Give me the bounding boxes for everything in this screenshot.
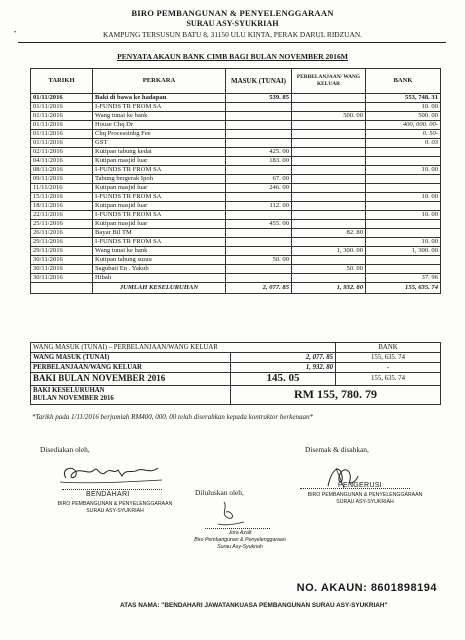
- summary-keluar-label: PERBELANJAAN/WANG KELUAR: [31, 363, 231, 373]
- cell-keluar: [292, 166, 366, 175]
- summary-kes-label-2: BULAN NOVEMBER 2016: [33, 395, 114, 402]
- org-subname: SURAU ASY-SYUKRIAH: [186, 19, 279, 28]
- cell-perkara: Sagubati En . Yakub: [93, 265, 226, 274]
- summary-baki-row: [31, 373, 441, 386]
- table-row: [31, 184, 441, 193]
- cell-masuk: 455. 00: [226, 220, 292, 229]
- cell-bank: 10. 00: [366, 193, 441, 202]
- cell-perkara: Kutipan masjid luar: [93, 184, 226, 193]
- cell-tarikh: 01/11/2016: [31, 103, 93, 112]
- cell-keluar: [292, 130, 366, 139]
- cell-bank: [366, 175, 441, 184]
- account-number: NO. AKAUN: 8601898194: [296, 582, 437, 594]
- prepared-by-label: Disediakan oleh,: [40, 445, 90, 454]
- summary-baki-bank: 155, 635. 74: [336, 373, 441, 386]
- cell-bank: [366, 184, 441, 193]
- cell-bank: 500. 00: [366, 112, 441, 121]
- col-tarikh: TARIKH: [31, 69, 93, 94]
- cell-bank: [366, 202, 441, 211]
- cell-masuk: 183. 00: [226, 157, 292, 166]
- cell-bank: 553, 748. 31: [366, 94, 441, 103]
- cell-masuk: [226, 193, 292, 202]
- table-row: [31, 94, 441, 103]
- cell-perkara: Wang tunai ke bank: [93, 247, 226, 256]
- summary-keluar-row: [31, 363, 441, 373]
- cell-masuk: 67. 00: [226, 175, 292, 184]
- cell-perkara: House Chq Dr: [93, 121, 226, 130]
- verified-by-label: Disemak & disahkan,: [305, 445, 369, 454]
- cell-keluar: 1, 300. 00: [292, 247, 366, 256]
- header-divider: [18, 42, 446, 43]
- cell-tarikh: 08/11/2016: [31, 166, 93, 175]
- cell-tarikh: 29/11/2016: [31, 238, 93, 247]
- table-row: [31, 148, 441, 157]
- account-holder: ATAS NAMA: "BENDAHARI JAWATANKUASA PEMBANGUNAN SURAU ASY-SYUKRIAH": [120, 602, 388, 609]
- bendahari-sign-line: [62, 489, 162, 490]
- cell-keluar: [292, 193, 366, 202]
- cell-tarikh: 01/11/2016: [31, 94, 93, 103]
- ajk-sign-line: [205, 528, 270, 529]
- table-row: [31, 166, 441, 175]
- col-keluar: PERBELANJAAN/ WANG KELUAR: [292, 69, 366, 94]
- org-address: KAMPUNG TERSUSUN BATU 8, 31150 ULU KINTA, PERAK DARUL RIDZUAN.: [102, 30, 363, 39]
- summary-keluar-bank: -: [336, 363, 441, 373]
- statement-table: [30, 68, 441, 294]
- table-row: [31, 274, 441, 283]
- cell-perkara: GST: [93, 139, 226, 148]
- cell-keluar: [292, 184, 366, 193]
- cell-bank: 0. 03: [366, 139, 441, 148]
- summary-kes-label-1: BAKI KESELURUHAN: [33, 387, 105, 394]
- cell-perkara: Kutipan tabung kedai: [93, 148, 226, 157]
- ajk-signature: [210, 498, 250, 530]
- cell-bank: 10. 00: [366, 166, 441, 175]
- summary-head-row: [31, 343, 441, 353]
- cell-bank: [366, 229, 441, 238]
- ajk-org: Biro Pembangunan & Penyelenggaraan Surau Asy-Syukriah: [194, 537, 286, 550]
- summary-masuk-label: WANG MASUK (TUNAI): [31, 353, 231, 363]
- cell-bank: 10. 00: [366, 211, 441, 220]
- cell-keluar: [292, 139, 366, 148]
- table-row: [31, 238, 441, 247]
- cell-keluar: [292, 175, 366, 184]
- cell-bank: 1, 300. 00: [366, 247, 441, 256]
- cell-perkara: Kutipan masjid luar: [93, 202, 226, 211]
- table-row: [31, 157, 441, 166]
- summary-masuk-row: [31, 353, 441, 363]
- org-name: BIRO PEMBANGUNAN & PENYELENGGARAAN: [131, 8, 334, 18]
- summary-masuk-value: 2, 077. 85: [231, 353, 336, 363]
- cell-keluar: [292, 256, 366, 265]
- bendahari-title: BENDAHARI: [86, 491, 130, 498]
- cell-tarikh: 01/11/2016: [31, 139, 93, 148]
- cell-masuk: 425. 00: [226, 148, 292, 157]
- cell-masuk: 50. 00: [226, 256, 292, 265]
- cell-keluar: 500. 00: [292, 112, 366, 121]
- cell-tarikh: 02/11/2016: [31, 148, 93, 157]
- cell-masuk: [226, 229, 292, 238]
- cell-tarikh: 25/11/2016: [31, 220, 93, 229]
- total-keluar: 1, 932. 80: [292, 283, 366, 294]
- cell-perkara: Wang tunai ke bank: [93, 112, 226, 121]
- cell-bank: 10. 00: [366, 103, 441, 112]
- cell-bank: [366, 256, 441, 265]
- table-row: [31, 103, 441, 112]
- cell-keluar: [292, 238, 366, 247]
- cell-masuk: [226, 112, 292, 121]
- cell-keluar: [292, 202, 366, 211]
- table-header-row: [31, 69, 441, 94]
- total-row: [31, 283, 441, 294]
- cell-tarikh: 11/11/2016: [31, 184, 93, 193]
- cell-perkara: Kutipan tabung surau: [93, 256, 226, 265]
- cell-tarikh: 29/11/2016: [31, 247, 93, 256]
- summary-masuk-bank: 155, 635. 74: [336, 353, 441, 363]
- cell-perkara: I-FUNDS TR FROM SA: [93, 211, 226, 220]
- col-masuk: MASUK (TUNAI): [226, 69, 292, 94]
- summary-keseluruhan-row: [31, 386, 441, 405]
- cell-perkara: I-FUNDS TR FROM SA: [93, 103, 226, 112]
- cell-tarikh: 26/11/2016: [31, 229, 93, 238]
- cell-masuk: [226, 265, 292, 274]
- bendahari-signature: [58, 460, 168, 486]
- cell-masuk: 246. 00: [226, 184, 292, 193]
- table-row: [31, 112, 441, 121]
- cell-perkara: Hibah: [93, 274, 226, 283]
- punch-mark: •: [14, 30, 17, 36]
- cell-perkara: I-FUNDS TR FROM SA: [93, 238, 226, 247]
- table-row: [31, 229, 441, 238]
- cell-bank: 37. 96: [366, 274, 441, 283]
- table-row: [31, 193, 441, 202]
- cell-masuk: 112. 00: [226, 202, 292, 211]
- table-row: [31, 121, 441, 130]
- total-masuk: 2, 077. 85: [226, 283, 292, 294]
- cell-perkara: Kutipan masjid luar: [93, 157, 226, 166]
- cell-keluar: 50. 00: [292, 265, 366, 274]
- table-row: [31, 220, 441, 229]
- cell-keluar: [292, 103, 366, 112]
- cell-keluar: [292, 94, 366, 103]
- summary-baki-value: 145. 05: [231, 373, 336, 386]
- cell-perkara: I-FUNDS TR FROM SA: [93, 193, 226, 202]
- statement-title: PENYATA AKAUN BANK CIMB BAGI BULAN NOVEMBER 2016M: [117, 52, 348, 61]
- cell-keluar: [292, 157, 366, 166]
- cell-keluar: [292, 121, 366, 130]
- table-row: [31, 256, 441, 265]
- cell-masuk: [226, 211, 292, 220]
- table-row: [31, 202, 441, 211]
- cell-tarikh: 22/11/2016: [31, 211, 93, 220]
- cell-bank: 10. 00: [366, 238, 441, 247]
- table-row: [31, 211, 441, 220]
- bendahari-org: BIRO PEMBANGUNAN & PENYELENGGARAAN SURAU ASY-SYUKRIAH: [57, 501, 173, 514]
- cell-perkara: Chq Processinbg Fee: [93, 130, 226, 139]
- table-row: [31, 247, 441, 256]
- cell-perkara: Kutipan masjid luar: [93, 220, 226, 229]
- cell-masuk: [226, 238, 292, 247]
- cell-bank: [366, 220, 441, 229]
- cell-tarikh: 09/11/2016: [31, 175, 93, 184]
- cell-masuk: [226, 166, 292, 175]
- cell-perkara: Bayar Bil TM: [93, 229, 226, 238]
- cell-tarikh: 01/11/2016: [31, 112, 93, 121]
- table-row: [31, 265, 441, 274]
- cell-perkara: I-FUNDS TR FROM SA: [93, 166, 226, 175]
- cell-tarikh: 01/11/2016: [31, 121, 93, 130]
- cell-bank: [366, 148, 441, 157]
- pengerusi-title: PENGERUSI: [338, 482, 382, 489]
- cell-bank: 400, 000. 00-: [366, 121, 441, 130]
- cell-keluar: [292, 274, 366, 283]
- table-row: [31, 130, 441, 139]
- cell-bank: [366, 265, 441, 274]
- ajk-name: Jora Azalt: [228, 530, 252, 536]
- cell-bank: [366, 157, 441, 166]
- cell-masuk: [226, 121, 292, 130]
- col-bank: BANK: [366, 69, 441, 94]
- footnote: *Tarikh pada 1/11/2016 berjumlah RM400, 000. 00 telah diserahkan kepada kontraktor berkenaan*: [32, 413, 313, 421]
- col-perkara: PERKARA: [93, 69, 226, 94]
- cell-masuk: [226, 103, 292, 112]
- total-bank: 155, 635. 74: [366, 283, 441, 294]
- summary-baki-label: BAKI BULAN NOVEMBER 2016: [31, 373, 231, 386]
- cell-masuk: [226, 247, 292, 256]
- cell-masuk: [226, 130, 292, 139]
- cell-keluar: [292, 220, 366, 229]
- summary-keseluruhan-value: RM 155, 780. 79: [231, 386, 441, 405]
- table-row: [31, 139, 441, 148]
- cell-tarikh: 15/11/2016: [31, 193, 93, 202]
- approved-by-label: Diluluskan oleh,: [195, 488, 244, 497]
- cell-perkara: Tabung bergerak Ipoh: [93, 175, 226, 184]
- cell-tarikh: 30/11/2016: [31, 274, 93, 283]
- cell-bank: 0. 50-: [366, 130, 441, 139]
- cell-keluar: [292, 148, 366, 157]
- cell-keluar: [292, 211, 366, 220]
- cell-keluar: 82. 80: [292, 229, 366, 238]
- cell-masuk: [226, 274, 292, 283]
- cell-tarikh: 30/11/2016: [31, 256, 93, 265]
- pengerusi-org: BIRO PEMBANGUNAN & PENYELENGGARAAN SURAU ASY-SYUKRIAH: [307, 492, 423, 505]
- summary-head-label: WANG MASUK (TUNAI) – PERBELANJAAN/WANG KELUAR: [31, 343, 336, 353]
- cell-tarikh: 30/11/2016: [31, 265, 93, 274]
- table-row: [31, 175, 441, 184]
- total-label: JUMLAH KESELURUHAN: [93, 283, 226, 294]
- cell-tarikh: 18/11/2016: [31, 202, 93, 211]
- cell-perkara: Baki di bawa ke hadapan: [93, 94, 226, 103]
- summary-head-bank: BANK: [336, 343, 441, 353]
- cell-masuk: 539. 85: [226, 94, 292, 103]
- summary-keluar-value: 1, 932. 80: [231, 363, 336, 373]
- summary-table: [30, 342, 441, 405]
- cell-tarikh: 01/11/2016: [31, 130, 93, 139]
- cell-masuk: [226, 139, 292, 148]
- cell-tarikh: 04/11/2016: [31, 157, 93, 166]
